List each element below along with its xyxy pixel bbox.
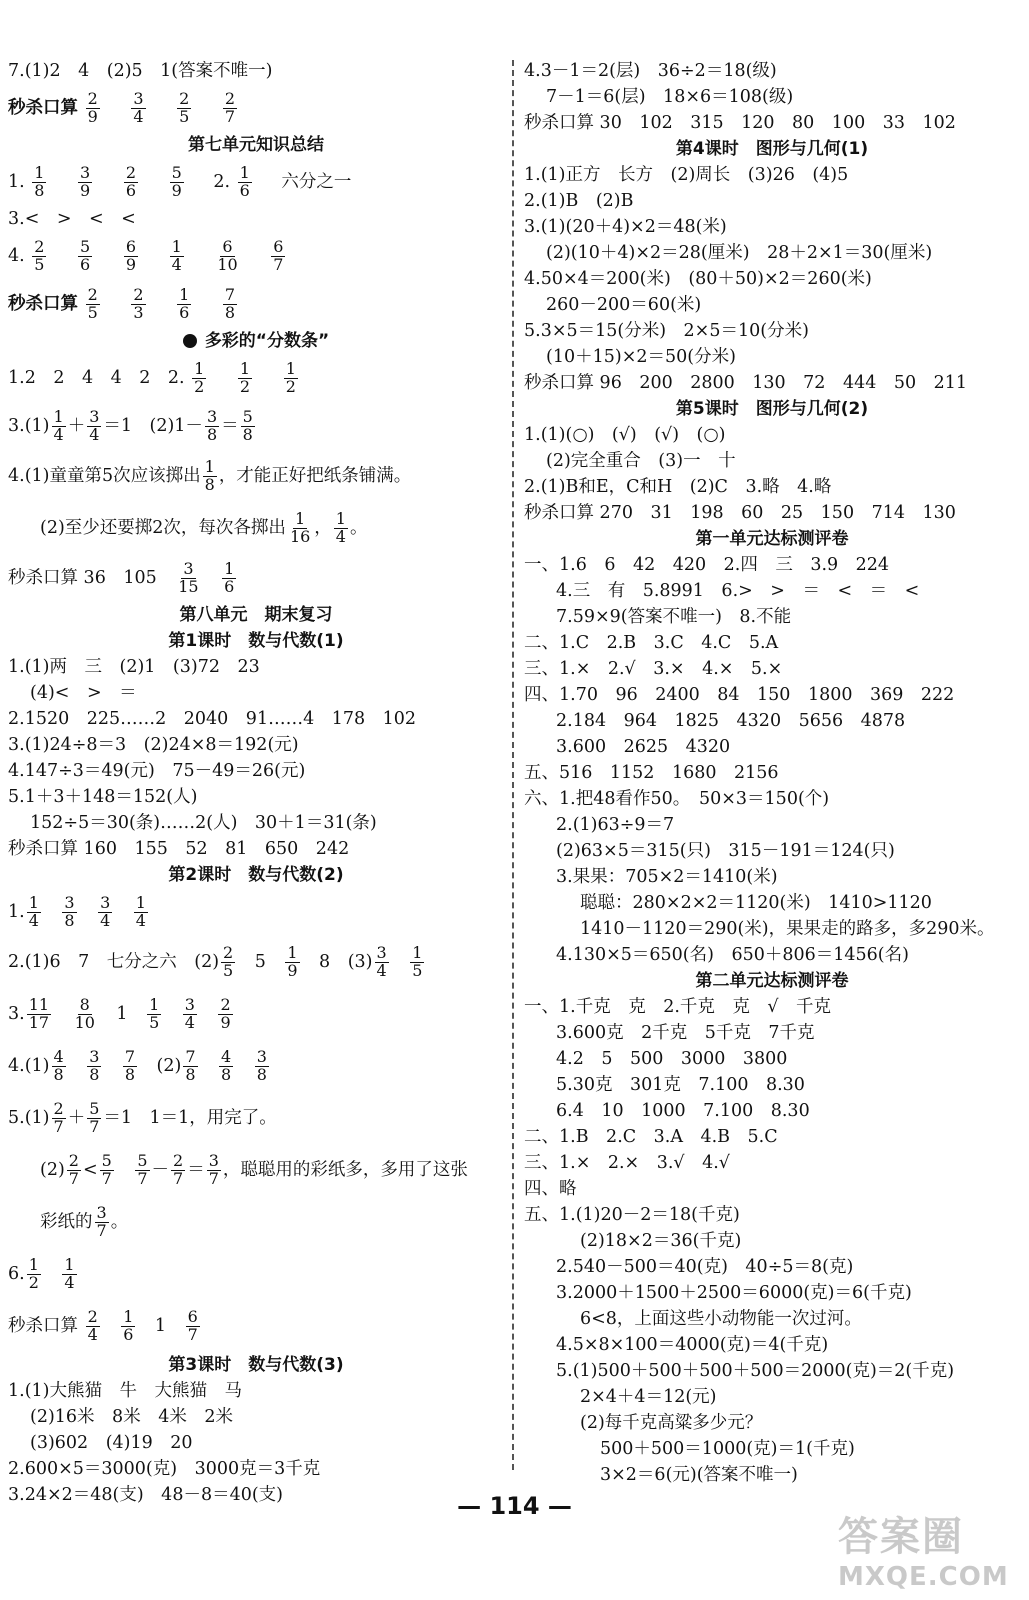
answer-line [8, 158, 504, 206]
answer-line: 1. $\frac{1}{4}$ $\frac{3}{8}$ $\frac{3}{4}$ $\frac{1}{4}$ [8, 893, 146, 930]
answer-line: 260－200＝60(米) [546, 295, 702, 315]
fraction: $\frac{4}{8}$ [53, 1047, 64, 1084]
answer-line: 秒杀口算 36 105 $\frac{3}{15}$ $\frac{1}{6}$ [8, 559, 235, 596]
answer-line: 2.540－500＝40(克) 40÷5＝8(克) [556, 1257, 854, 1277]
fraction: $\frac{6}{10}$ [217, 237, 238, 274]
answer-line: (2)63×5＝315(只) 315－191＝124(只) [556, 841, 895, 861]
answer-line: (10＋15)×2＝50(分米) [546, 347, 736, 367]
answer-line: (3)602 (4)19 20 [30, 1433, 193, 1453]
answer-text: 1.2 2 4 4 2 2. [8, 368, 185, 388]
answer-line: 4.2 5 500 3000 3800 [556, 1049, 788, 1069]
answer-line: (2)至少还要掷2次，每次各掷出 $\frac{1}{16}$ ， $\frac{1}{4}$ 。 [40, 509, 368, 546]
answer-line: 秒杀口算 270 31 198 60 25 150 714 130 [524, 503, 956, 523]
answer-line: 6. $\frac{1}{2}$ $\frac{1}{4}$ [8, 1255, 75, 1292]
answer-line: 1.(1)大熊猫 牛 大熊猫 马 [8, 1381, 242, 1401]
fraction: $\frac{1}{9}$ [287, 943, 298, 980]
fraction: $\frac{5}{7}$ [137, 1151, 148, 1188]
answer-line [8, 232, 504, 280]
section-heading: 多彩的“分数条” [8, 328, 504, 354]
fraction: $\frac{3}{7}$ [96, 1203, 107, 1240]
fraction: $\frac{1}{2}$ [239, 359, 251, 396]
answer-line: 4.130×5＝650(名) 650＋806＝1456(名) [556, 945, 909, 965]
fraction: $\frac{7}{8}$ [185, 1047, 196, 1084]
fraction: $\frac{6}{7}$ [273, 237, 284, 274]
answer-line: 7.59×9(答案不唯一) 8.不能 [556, 607, 792, 627]
answer-line [8, 84, 504, 132]
answer-line: 2.(1)B和E，C和H (2)C 3.略 4.略 [524, 477, 832, 497]
answer-line: 五、516 1152 1680 2156 [524, 763, 779, 783]
answer-line: 7.(1)2 4 (2)5 1(答案不唯一) [8, 61, 273, 81]
bullet-dot-icon [183, 334, 197, 348]
fraction: $\frac{3}{4}$ [100, 893, 111, 930]
answer-line: 5.3×5＝15(分米) 2×5＝10(分米) [524, 321, 809, 341]
answer-line: 3.600 2625 4320 [556, 737, 731, 757]
answer-line: 1410－1120＝290(米)，果果走的路多，多290米。 [580, 919, 995, 939]
watermark-logo: 答案圈 MXQE.COM [838, 1514, 1009, 1592]
answer-line: 六、1.把48看作50。 50×3＝150(个) [524, 789, 830, 809]
answer-line: 2.(1)63÷9＝7 [556, 815, 675, 835]
answer-line: 3.600克 2千克 5千克 7千克 [556, 1023, 815, 1043]
fraction: $\frac{1}{8}$ [204, 457, 215, 494]
fraction: $\frac{2}{3}$ [133, 285, 144, 322]
fraction: $\frac{2}{7}$ [173, 1151, 184, 1188]
fraction: $\frac{3}{7}$ [208, 1151, 219, 1188]
answer-line: 彩纸的 $\frac{3}{7}$ 。 [40, 1203, 129, 1240]
answer-line: (2)完全重合 (3)一 十 [546, 451, 736, 471]
fraction: $\frac{8}{10}$ [74, 995, 95, 1032]
answer-line: 秒杀口算 160 155 52 81 650 242 [8, 839, 350, 859]
answer-line: (2)(10＋4)×2＝28(厘米) 28＋2×1＝30(厘米) [546, 243, 933, 263]
fraction: $\frac{11}{17}$ [28, 995, 50, 1032]
fraction: $\frac{2}{9}$ [220, 995, 231, 1032]
fraction: $\frac{3}{4}$ [133, 89, 144, 126]
fraction: $\frac{1}{8}$ [34, 163, 45, 200]
fraction: $\frac{3}{8}$ [64, 893, 75, 930]
fraction: $\frac{1}{4}$ [64, 1255, 75, 1292]
answer-line: 二、1.B 2.C 3.A 4.B 5.C [524, 1127, 778, 1147]
answer-line: 3.< > < < [8, 209, 136, 229]
section-heading: 第二单元达标测评卷 [695, 971, 849, 991]
answer-line: 6<8，上面这些小动物能一次过河。 [580, 1309, 862, 1329]
answer-line: 4.3－1＝2(层) 36÷2＝18(级) [524, 61, 777, 81]
fraction: $\frac{4}{8}$ [221, 1047, 232, 1084]
answer-line: 3.24×2＝48(支) 48－8＝40(支) [8, 1485, 284, 1505]
fraction: $\frac{2}{7}$ [68, 1151, 79, 1188]
answer-line: 4.5×8×100＝4000(克)＝4(千克) [556, 1335, 829, 1355]
fraction: $\frac{2}{6}$ [125, 163, 136, 200]
answer-line: 500＋500＝1000(克)＝1(千克) [600, 1439, 855, 1459]
answer-line: 二、1.C 2.B 3.C 4.C 5.A [524, 633, 779, 653]
fraction: $\frac{5}{8}$ [242, 407, 253, 444]
section-heading: 第一单元达标测评卷 [695, 529, 849, 549]
answer-line: 3×2＝6(元)(答案不唯一) [600, 1465, 798, 1485]
column-divider [512, 60, 514, 1470]
fraction: $\frac{1}{6}$ [224, 559, 235, 596]
section-heading: 第1课时 数与代数(1) [168, 631, 344, 651]
answer-line: 2.600×5＝3000(克) 3000克＝3千克 [8, 1459, 321, 1479]
fraction: $\frac{6}{7}$ [187, 1307, 198, 1344]
fraction: $\frac{2}{5}$ [223, 943, 234, 980]
answer-text: 六分之一 [281, 172, 352, 192]
answer-line: (2)16米 8米 4米 2米 [30, 1407, 233, 1427]
answer-line: 5.30克 301克 7.100 8.30 [556, 1075, 805, 1095]
answer-line: (4)< > ＝ [30, 683, 137, 703]
fraction: $\frac{3}{8}$ [89, 1047, 100, 1084]
section-heading: 第2课时 数与代数(2) [168, 865, 344, 885]
answer-line: 2.1520 225……2 2040 91……4 178 102 [8, 709, 417, 729]
answer-line [8, 280, 504, 328]
fraction: $\frac{1}{4}$ [135, 893, 146, 930]
answer-line: 2.(1)6 7 七分之六 (2) $\frac{2}{5}$ 5 $\frac{1}{9}$ 8 (3) $\frac{3}{4}$ $\frac{1}{5}$ [8, 943, 423, 980]
fraction: $\frac{3}{4}$ [376, 943, 387, 980]
fraction: $\frac{3}{15}$ [178, 559, 199, 596]
answer-line: 4.147÷3＝49(元) 75－49＝26(元) [8, 761, 306, 781]
fraction: $\frac{2}{7}$ [224, 89, 236, 126]
answer-line: 5.(1) $\frac{2}{7}$ ＋ $\frac{5}{7}$ ＝1 1＝1，用完了。 [8, 1099, 277, 1136]
answer-line: 3.(1)(20＋4)×2＝48(米) [524, 217, 727, 237]
answer-line: 四、略 [524, 1179, 577, 1199]
answer-line: 152÷5＝30(条)……2(人) 30＋1＝31(条) [30, 813, 377, 833]
answer-line: 7－1＝6(层) 18×6＝108(级) [546, 87, 794, 107]
answer-line: 秒杀口算 96 200 2800 130 72 444 50 211 [524, 373, 968, 393]
answer-line: 2.184 964 1825 4320 5656 4878 [556, 711, 906, 731]
fraction: $\frac{1}{2}$ [285, 359, 296, 396]
item-number: 2. [213, 172, 231, 192]
fraction: $\frac{5}{6}$ [80, 237, 91, 274]
answer-line: 3.(1)24÷8＝3 (2)24×8＝192(元) [8, 735, 299, 755]
fraction: $\frac{7}{8}$ [124, 1047, 136, 1084]
section-heading: 第七单元知识总结 [188, 135, 324, 155]
left-column [8, 58, 504, 1508]
fraction: $\frac{3}{9}$ [80, 163, 91, 200]
item-number: 4. [8, 246, 25, 266]
answer-line: (2)18×2＝36(千克) [580, 1231, 742, 1251]
section-heading: 第5课时 图形与几何(2) [675, 399, 869, 419]
answer-line: 3.果果：705×2＝1410(米) [556, 867, 778, 887]
fraction: $\frac{1}{5}$ [149, 995, 160, 1032]
section-heading: 第4课时 图形与几何(1) [675, 139, 869, 159]
fraction: $\frac{2}{5}$ [87, 285, 98, 322]
answer-line: 五、1.(1)20－2＝18(千克) [524, 1205, 740, 1225]
answer-line: (2) $\frac{2}{7}$ < $\frac{5}{7}$ $\frac{5}{7}$ － $\frac{2}{7}$ ＝ $\frac{3}{7}$ ，聪聪用的彩纸多，多用了这张 [40, 1151, 468, 1188]
section-heading: 第3课时 数与代数(3) [168, 1355, 344, 1375]
fraction: $\frac{3}{8}$ [256, 1047, 267, 1084]
answer-line: 2×4＋4＝12(元) [580, 1387, 717, 1407]
answer-line: 5.1＋3＋148＝152(人) [8, 787, 198, 807]
answer-line: 三、1.× 2.× 3.√ 4.√ [524, 1153, 730, 1173]
answer-line: 4.(1)童童第5次应该掷出 $\frac{1}{8}$ ，才能正好把纸条铺满。 [8, 457, 412, 494]
answer-line: 聪聪：280×2×2＝1120(米) 1410>1120 [580, 893, 932, 913]
answer-line: 3. $\frac{11}{17}$ $\frac{8}{10}$ 1 $\frac{1}{5}$ $\frac{3}{4}$ $\frac{2}{9}$ [8, 995, 231, 1032]
answer-line: 4.(1) $\frac{4}{8}$ $\frac{3}{8}$ $\frac{7}{8}$ (2) $\frac{7}{8}$ $\frac{4}{8}$ $\frac{3}{8}$ [8, 1047, 267, 1084]
fraction: $\frac{5}{7}$ [89, 1099, 100, 1136]
answer-line: 一、1.6 6 42 420 2.四 三 3.9 224 [524, 555, 890, 575]
fraction: $\frac{5}{9}$ [171, 163, 182, 200]
answer-line: 2.(1)B (2)B [524, 191, 634, 211]
fraction: $\frac{2}{7}$ [53, 1099, 64, 1136]
fraction: $\frac{5}{7}$ [101, 1151, 112, 1188]
fraction: $\frac{1}{4}$ [28, 893, 39, 930]
answer-line: 一、1.千克 克 2.千克 克 √ 千克 [524, 997, 832, 1017]
fraction: $\frac{1}{4}$ [335, 509, 346, 546]
fraction: $\frac{7}{8}$ [224, 285, 236, 322]
fraction: $\frac{1}{6}$ [239, 163, 250, 200]
section-heading: 第八单元 期末复习 [179, 605, 333, 625]
answer-line: 秒杀口算 $\frac{2}{4}$ $\frac{1}{6}$ 1 $\frac{6}{7}$ [8, 1307, 198, 1344]
answer-line: 1.(1)两 三 (2)1 (3)72 23 [8, 657, 260, 677]
answer-line: 5.(1)500＋500＋500＋500＝2000(克)＝2(千克) [556, 1361, 955, 1381]
answer-line: 1.(1)(○) (√) (√) (○) [524, 425, 726, 445]
fraction: $\frac{1}{2}$ [28, 1255, 39, 1292]
answer-line [8, 354, 504, 402]
fraction: $\frac{1}{6}$ [179, 285, 190, 322]
fraction: $\frac{1}{6}$ [123, 1307, 134, 1344]
answer-line: 6.4 10 1000 7.100 8.30 [556, 1101, 810, 1121]
answer-line: 4.三 有 5.8991 6.> > ＝ < ＝ < [556, 581, 920, 601]
answer-line: 4.50×4＝200(米) (80＋50)×2＝260(米) [524, 269, 872, 289]
fraction: $\frac{1}{16}$ [289, 509, 311, 546]
answer-line: 四、1.70 96 2400 84 150 1800 369 222 [524, 685, 955, 705]
answer-line: 3.2000＋1500＋2500＝6000(克)＝6(千克) [556, 1283, 912, 1303]
right-column [524, 58, 1020, 1488]
fraction: $\frac{1}{4}$ [171, 237, 182, 274]
fraction: $\frac{6}{9}$ [125, 237, 136, 274]
answer-line: 3.(1) $\frac{1}{4}$ ＋ $\frac{3}{4}$ ＝1 (2)1－ $\frac{3}{8}$ ＝ $\frac{5}{8}$ [8, 407, 253, 444]
page-number: — 114 — [457, 1492, 572, 1520]
fraction: $\frac{2}{5}$ [179, 89, 190, 126]
fraction: $\frac{3}{4}$ [89, 407, 100, 444]
answer-line: 秒杀口算 30 102 315 120 80 100 33 102 [524, 113, 956, 133]
fraction: $\frac{2}{4}$ [87, 1307, 98, 1344]
quick-calc-label: 秒杀口算 [8, 98, 78, 118]
item-number: 1. [8, 172, 25, 192]
fraction: $\frac{2}{9}$ [87, 89, 98, 126]
fraction: $\frac{1}{2}$ [194, 359, 205, 396]
fraction: $\frac{1}{4}$ [53, 407, 64, 444]
fraction: $\frac{1}{5}$ [412, 943, 423, 980]
fraction: $\frac{3}{8}$ [206, 407, 218, 444]
quick-calc-label: 秒杀口算 [8, 294, 78, 314]
fraction: $\frac{2}{5}$ [34, 237, 45, 274]
answer-line: (2)每千克高粱多少元？ [580, 1413, 763, 1433]
answer-line: 1.(1)正方 长方 (2)周长 (3)26 (4)5 [524, 165, 849, 185]
fraction: $\frac{3}{4}$ [184, 995, 195, 1032]
answer-line: 三、1.× 2.√ 3.× 4.× 5.× [524, 659, 783, 679]
